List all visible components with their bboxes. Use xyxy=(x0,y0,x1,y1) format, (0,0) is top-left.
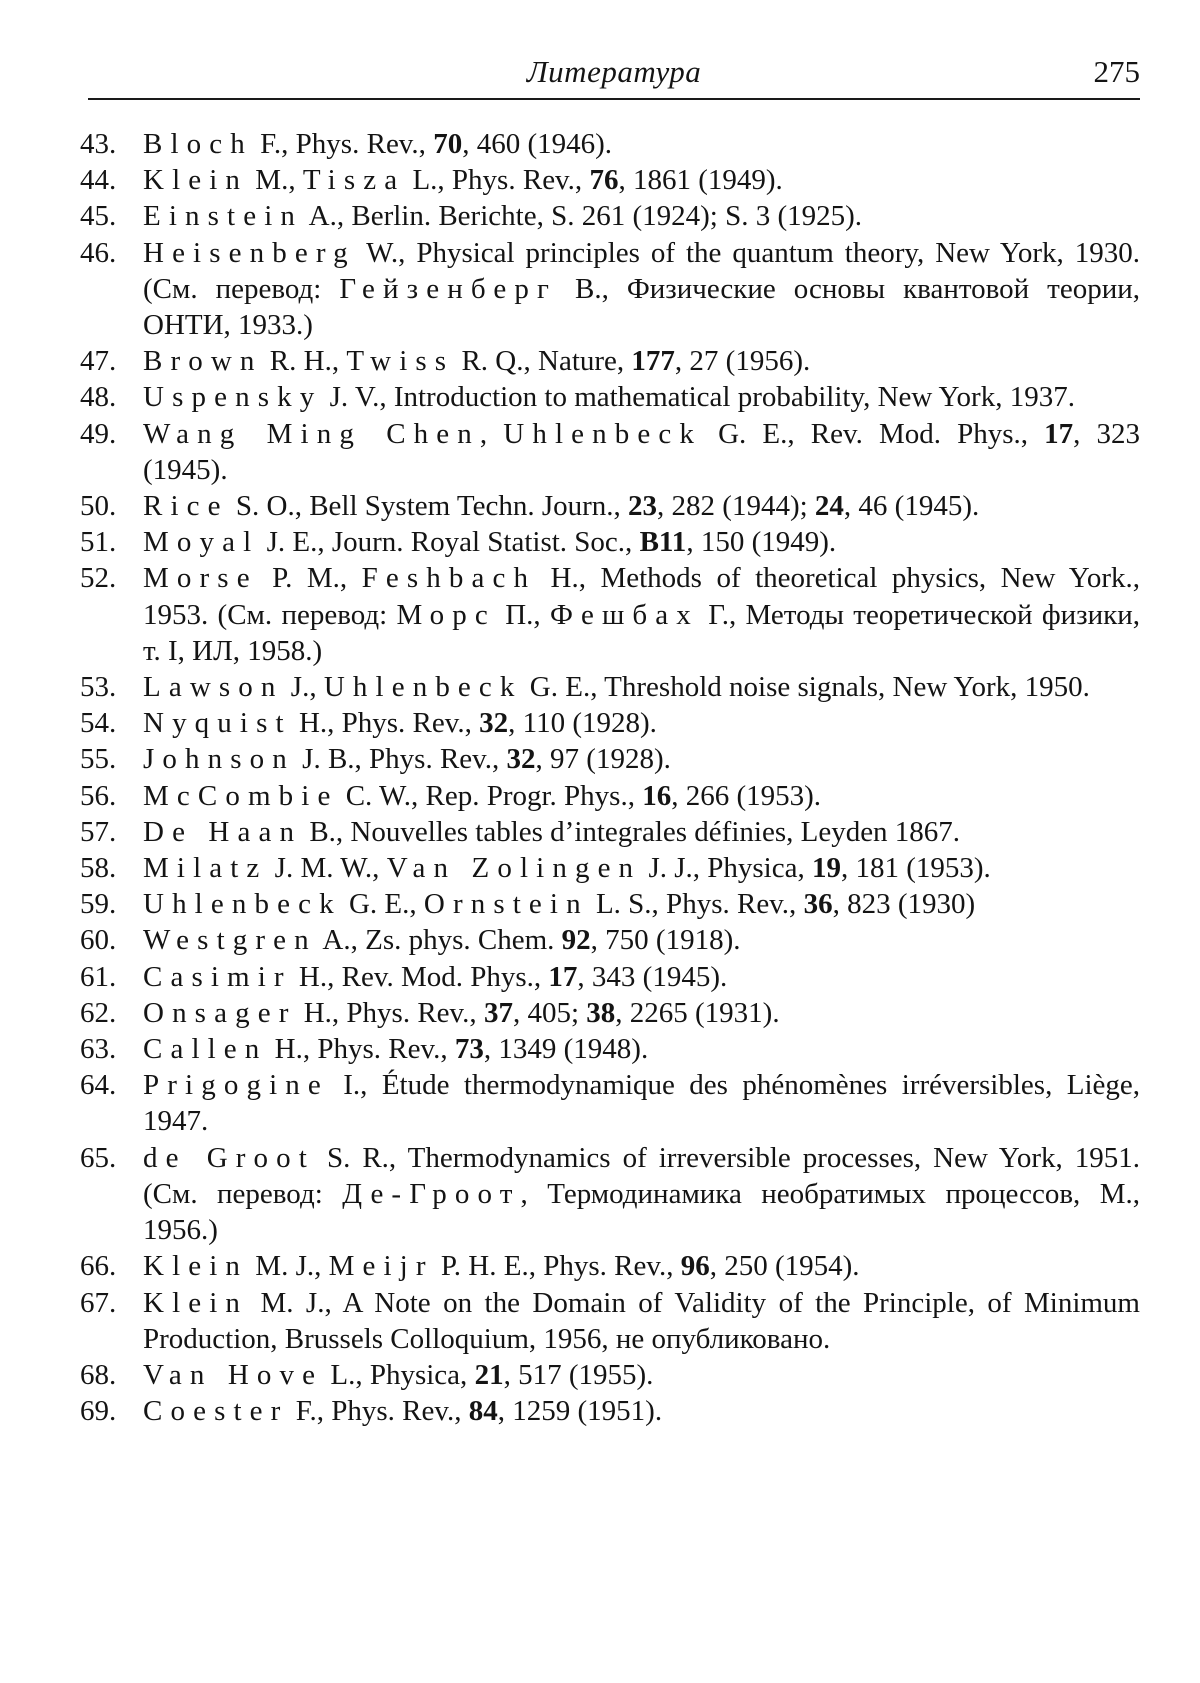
volume-number: 76 xyxy=(589,164,619,197)
volume-number: 92 xyxy=(561,924,591,957)
page-header xyxy=(88,48,1140,100)
reference-item xyxy=(80,126,1140,162)
volume-number: 21 xyxy=(474,1358,504,1391)
reference-item xyxy=(80,379,1140,415)
reference-text xyxy=(143,198,1140,234)
citation-text: H., Methods of theoretical physics, New York., 1953. (См. перевод: xyxy=(143,562,1140,631)
reference-text xyxy=(143,1140,1140,1249)
reference-text xyxy=(143,560,1140,669)
reference-number: 57. xyxy=(80,815,117,848)
author-name: Ornstein xyxy=(423,888,589,921)
author-name: Feshbach xyxy=(361,562,537,595)
citation-text: J. V., Introduction to mathematical probability, New York, 1937. xyxy=(322,381,1075,414)
reference-item xyxy=(80,814,1140,850)
reference-text xyxy=(143,1031,1140,1067)
volume-number: 23 xyxy=(628,490,658,523)
author-name: de Groot xyxy=(143,1141,315,1174)
citation-text: P. M., xyxy=(257,562,362,595)
citation-text: R. Q., Nature, xyxy=(454,345,632,378)
author-name: Einstein xyxy=(143,200,304,233)
citation-text: F., Phys. Rev., xyxy=(252,128,434,160)
volume-number: B11 xyxy=(639,526,687,559)
reference-number: 61. xyxy=(80,960,117,993)
page-number: 275 xyxy=(1093,54,1140,89)
citation-text: L., Phys. Rev., xyxy=(405,164,590,197)
author-name: Uspensky xyxy=(143,381,323,414)
volume-number: 16 xyxy=(642,779,672,812)
reference-number: 50. xyxy=(80,490,117,523)
citation-text: , 405; xyxy=(512,996,587,1029)
citation-text: , 343 (1945). xyxy=(577,960,728,993)
reference-number: 60. xyxy=(80,924,117,957)
reference-text xyxy=(143,416,1140,488)
citation-text: G. E., xyxy=(341,888,424,921)
citation-text: J. B., Phys. Rev., xyxy=(294,743,507,776)
volume-number: 96 xyxy=(680,1250,710,1283)
reference-number: 45. xyxy=(80,200,117,233)
volume-number: 32 xyxy=(479,707,509,740)
citation-text: П., xyxy=(495,598,550,631)
reference-number: 43. xyxy=(80,128,117,160)
reference-item xyxy=(80,235,1140,344)
reference-text xyxy=(143,886,1140,922)
reference-number: 66. xyxy=(80,1250,117,1283)
author-name: Morse xyxy=(143,562,258,595)
reference-text xyxy=(143,126,1140,162)
author-name: Uhlenbeck xyxy=(143,888,342,921)
volume-number: 36 xyxy=(803,888,833,921)
author-name: Lawson xyxy=(143,671,284,704)
citation-text: , 1861 (1949). xyxy=(618,164,783,197)
reference-item xyxy=(80,560,1140,669)
reference-number: 69. xyxy=(80,1395,117,1428)
author-name: Twiss xyxy=(346,345,455,378)
reference-text xyxy=(143,669,1140,705)
reference-number: 59. xyxy=(80,888,117,921)
author-name: De Haan xyxy=(143,815,303,848)
citation-text: , 460 (1946). xyxy=(462,128,613,160)
citation-text: , 517 (1955). xyxy=(503,1358,654,1391)
citation-text: , 110 (1928). xyxy=(508,707,657,740)
reference-text xyxy=(143,379,1140,415)
citation-text: , 27 (1956). xyxy=(674,345,811,378)
author-name: Onsager xyxy=(143,996,297,1029)
reference-number: 63. xyxy=(80,1033,117,1066)
citation-text: , 1349 (1948). xyxy=(483,1033,649,1066)
reference-item xyxy=(80,488,1140,524)
reference-item xyxy=(80,343,1140,379)
citation-text: В., Физические основы квантовой теории, ОНТИ, 1933.) xyxy=(143,272,1140,342)
reference-text xyxy=(143,1357,1140,1393)
reference-text xyxy=(143,814,1140,850)
citation-text: J. M. W., xyxy=(267,852,387,885)
reference-text xyxy=(143,1393,1140,1429)
author-name: Meijr xyxy=(328,1250,434,1283)
volume-number: 37 xyxy=(483,996,513,1029)
reference-item xyxy=(80,886,1140,922)
reference-number: 68. xyxy=(80,1358,117,1391)
citation-text: , 250 (1954). xyxy=(709,1250,860,1283)
citation-text: J., xyxy=(283,671,324,704)
running-title: Литература xyxy=(526,54,702,89)
author-name: Milatz xyxy=(143,852,268,885)
reference-item xyxy=(80,1248,1140,1284)
reference-text xyxy=(143,741,1140,777)
citation-text: Г., Методы теоретической физики, т. I, ИЛ, 1958.) xyxy=(143,598,1141,667)
citation-text: , 46 (1945). xyxy=(843,490,980,523)
reference-text xyxy=(143,162,1140,198)
author-name: Uhlenbeck xyxy=(323,671,523,704)
citation-text: L. S., Phys. Rev., xyxy=(588,888,804,921)
citation-text: , 823 (1930) xyxy=(832,888,976,921)
citation-text: M. J., A Note on the Domain of Validity of the Principle, of Minimum Production, Brussels Colloquium, 1956, не опубликовано. xyxy=(143,1286,1140,1355)
reference-item xyxy=(80,1140,1140,1249)
reference-text xyxy=(143,1285,1140,1357)
author-name: Van Zolingen xyxy=(386,852,642,885)
citation-text: S. O., Bell System Techn. Journ., xyxy=(228,490,629,523)
citation-text: H., Phys. Rev., xyxy=(291,707,480,740)
reference-number: 65. xyxy=(80,1141,117,1174)
reference-number: 48. xyxy=(80,381,117,414)
citation-text: J. J., Physica, xyxy=(641,852,812,885)
citation-text: L., Physica, xyxy=(323,1358,475,1391)
reference-text xyxy=(143,343,1140,379)
citation-text: C. W., Rep. Progr. Phys., xyxy=(338,779,643,812)
reference-item xyxy=(80,705,1140,741)
reference-text xyxy=(143,488,1140,524)
volume-number: 73 xyxy=(454,1033,484,1066)
reference-number: 55. xyxy=(80,743,117,776)
citation-text: H., Rev. Mod. Phys., xyxy=(291,960,549,993)
reference-number: 58. xyxy=(80,852,117,885)
citation-text: , 1259 (1951). xyxy=(497,1395,663,1428)
reference-number: 62. xyxy=(80,996,117,1029)
citation-text: G. E., Threshold noise signals, New York, 1950. xyxy=(522,671,1090,704)
reference-number: 49. xyxy=(80,417,117,450)
author-name: Гейзенберг xyxy=(339,272,557,305)
citation-text: , 150 (1949). xyxy=(686,526,837,559)
citation-text: S. R., Thermodynamics of irreversible processes, New York, 1951. (См. перевод: xyxy=(143,1141,1140,1210)
reference-number: 47. xyxy=(80,345,117,378)
author-name: Uhlenbeck xyxy=(503,417,702,450)
author-name: Морс xyxy=(396,598,496,631)
reference-number: 53. xyxy=(80,671,117,704)
volume-number: 17 xyxy=(1044,417,1074,450)
author-name: Brown xyxy=(143,345,263,378)
citation-text: J. E., Journ. Royal Statist. Soc., xyxy=(259,526,640,559)
reference-text xyxy=(143,778,1140,814)
reference-list xyxy=(80,126,1140,1429)
reference-item xyxy=(80,524,1140,560)
author-name: Rice xyxy=(143,490,229,523)
citation-text: H., Phys. Rev., xyxy=(267,1033,455,1066)
reference-number: 56. xyxy=(80,779,117,812)
reference-item xyxy=(80,416,1140,488)
citation-text: A., Zs. phys. Chem. xyxy=(316,924,562,957)
volume-number: 84 xyxy=(468,1395,498,1428)
reference-text xyxy=(143,524,1140,560)
author-name: Westgren xyxy=(143,924,317,957)
reference-number: 52. xyxy=(80,562,117,595)
citation-text: H., Phys. Rev., xyxy=(296,996,484,1029)
reference-text xyxy=(143,705,1140,741)
reference-text xyxy=(143,850,1140,886)
reference-item xyxy=(80,162,1140,198)
volume-number: 24 xyxy=(814,490,844,523)
citation-text: F., Phys. Rev., xyxy=(288,1395,469,1428)
reference-item xyxy=(80,959,1140,995)
author-name: Klein xyxy=(143,1286,249,1319)
author-name: Van Hove xyxy=(143,1358,324,1391)
reference-number: 54. xyxy=(80,707,117,740)
citation-text: , 2265 (1931). xyxy=(615,996,780,1029)
volume-number: 17 xyxy=(548,960,578,993)
citation-text: , xyxy=(479,417,504,450)
author-name: Casimir xyxy=(143,960,292,993)
citation-text: G. E., Rev. Mod. Phys., xyxy=(701,417,1045,450)
reference-item xyxy=(80,922,1140,958)
citation-text: , 181 (1953). xyxy=(840,852,991,885)
reference-item xyxy=(80,1393,1140,1429)
reference-text xyxy=(143,1248,1140,1284)
volume-number: 70 xyxy=(433,128,463,160)
author-name: Callen xyxy=(143,1033,268,1066)
citation-text: , Термодинамика необратимых процессов, М., 1956.) xyxy=(143,1177,1140,1247)
reference-item xyxy=(80,1031,1140,1067)
reference-item xyxy=(80,741,1140,777)
reference-text xyxy=(143,1067,1140,1139)
author-name: Tisza xyxy=(302,164,406,197)
reference-item xyxy=(80,850,1140,886)
reference-number: 46. xyxy=(80,236,117,269)
reference-text xyxy=(143,235,1140,344)
volume-number: 32 xyxy=(506,743,536,776)
reference-text xyxy=(143,922,1140,958)
reference-item xyxy=(80,669,1140,705)
author-name: Heisenberg xyxy=(143,236,356,269)
citation-text: B., Nouvelles tables d’integrales définies, Leyden 1867. xyxy=(302,815,961,848)
reference-item xyxy=(80,995,1140,1031)
reference-item xyxy=(80,1285,1140,1357)
citation-text: W., Physical principles of the quantum theory, New York, 1930. (См. перевод: xyxy=(143,236,1140,305)
citation-text: I., Étude thermodynamique des phénomènes irréversibles, Liège, 1947. xyxy=(143,1069,1140,1138)
reference-item xyxy=(80,1357,1140,1393)
volume-number: 177 xyxy=(631,345,675,378)
citation-text: A., Berlin. Berichte, S. 261 (1924); S. 3 (1925). xyxy=(303,200,863,233)
citation-text: M. J., xyxy=(248,1250,329,1283)
citation-text: , 282 (1944); xyxy=(657,490,815,523)
author-name: Prigogine xyxy=(143,1069,329,1102)
reference-number: 44. xyxy=(80,164,117,197)
author-name: Bloch xyxy=(143,128,253,160)
author-name: Фешбах xyxy=(549,598,699,631)
citation-text: P. H. E., Phys. Rev., xyxy=(433,1250,681,1283)
citation-text: R. H., xyxy=(262,345,347,378)
author-name: Coester xyxy=(143,1395,289,1428)
citation-text: , 750 (1918). xyxy=(590,924,741,957)
author-name: Де-Гроот xyxy=(342,1177,521,1210)
author-name: Moyal xyxy=(143,526,260,559)
author-name: Johnson xyxy=(143,743,295,776)
author-name: Nyquist xyxy=(143,707,292,740)
author-name: Klein xyxy=(143,1250,249,1283)
citation-text: , 266 (1953). xyxy=(671,779,822,812)
reference-number: 64. xyxy=(80,1069,117,1102)
citation-text: , 323 (1945). xyxy=(143,417,1141,486)
author-name: Wang Ming Chen xyxy=(143,417,480,450)
reference-text xyxy=(143,959,1140,995)
citation-text: M., xyxy=(248,164,303,197)
citation-text: , 97 (1928). xyxy=(535,743,671,776)
author-name: Klein xyxy=(143,164,249,197)
reference-text xyxy=(143,995,1140,1031)
volume-number: 38 xyxy=(586,996,616,1029)
reference-item xyxy=(80,1067,1140,1139)
reference-item xyxy=(80,198,1140,234)
reference-number: 67. xyxy=(80,1286,117,1319)
volume-number: 19 xyxy=(811,852,841,885)
reference-item xyxy=(80,778,1140,814)
reference-number: 51. xyxy=(80,526,117,559)
author-name: McCombie xyxy=(143,779,339,812)
